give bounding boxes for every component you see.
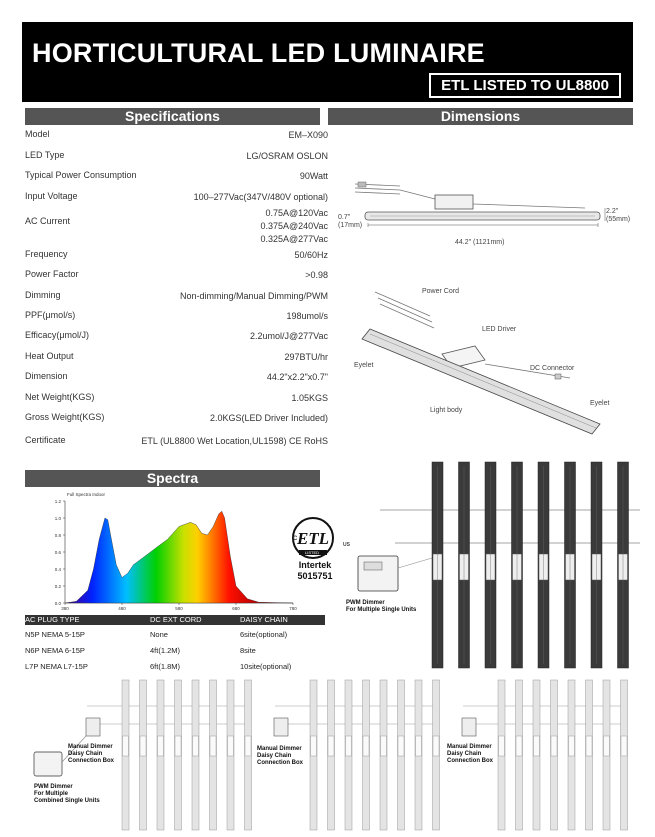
light-bar-driver	[193, 736, 199, 756]
y-tick-label: 0.6	[54, 550, 61, 555]
spec-label: Net Weight(KGS)	[25, 392, 95, 402]
plug-header-cell: DAISY CHAIN	[240, 615, 288, 624]
spec-value: 2.0KGS(LED Driver Included)	[209, 413, 328, 423]
plug-header-cell: AC PLUG TYPE	[25, 615, 80, 624]
chart-title: Full Spectra Indoor	[67, 492, 106, 497]
spec-value: 2.2umol/J@277Vac	[249, 331, 328, 341]
x-tick-label: 480	[118, 606, 126, 611]
light-bar-driver	[433, 736, 439, 756]
light-bar-driver	[210, 736, 216, 756]
fixture-exploded-view	[362, 292, 600, 434]
light-bar-driver	[123, 736, 129, 756]
y-tick-label: 0.8	[54, 533, 61, 538]
spec-label: Heat Output	[25, 351, 74, 361]
length-dimension: 44.2" (1121mm)	[455, 239, 505, 246]
spec-value: 100–277Vac(347V/480V optional)	[193, 192, 328, 202]
spec-label: LED Type	[25, 150, 65, 160]
x-tick-label: 780	[289, 606, 297, 611]
eyelet-left-label: Eyelet	[354, 362, 374, 369]
pwm-dimmer-display	[364, 562, 382, 570]
y-tick-label: 1.0	[54, 516, 61, 521]
y-tick-label: 1.2	[54, 499, 61, 504]
spec-label: Certificate	[25, 435, 66, 445]
spec-value: 198umol/s	[286, 311, 328, 321]
spec-label: Dimming	[25, 290, 61, 300]
fixture-side-view	[355, 182, 605, 227]
etl-us-mark: US	[343, 542, 350, 548]
spectra-chart	[25, 487, 320, 612]
light-bar-driver	[398, 736, 404, 756]
spec-label: Typical Power Consumption	[25, 170, 137, 180]
spectra-heading: Spectra	[25, 470, 320, 487]
intertek-brand: Intertek	[298, 560, 332, 570]
spec-label: Gross Weight(KGS)	[25, 412, 105, 422]
light-bar-driver	[175, 736, 181, 756]
x-tick-label: 680	[232, 606, 240, 611]
plug-header-cell: DC EXT CORD	[150, 615, 202, 624]
light-bar-driver	[534, 736, 540, 756]
light-bar-driver	[381, 736, 387, 756]
light-bar-driver	[551, 736, 557, 756]
light-bar-driver	[604, 736, 610, 756]
spectra-chart-svg	[25, 487, 320, 612]
plug-table-cell: None	[150, 630, 168, 639]
pwm-dimmer-single-label: PWM Dimmer For Multiple Single Units	[346, 600, 417, 613]
y-tick-label: 0.0	[54, 601, 61, 606]
plug-table-header	[25, 615, 325, 625]
plug-table-cell: 4ft(1.2M)	[150, 646, 181, 655]
spec-value: >0.98	[305, 270, 328, 280]
spec-label: PPF(μmol/s)	[25, 310, 76, 320]
specifications-heading: Specifications	[25, 108, 320, 125]
header-banner	[22, 22, 633, 102]
plug-table-cell: 6ft(1.8M)	[150, 662, 181, 671]
spec-value: Non-dimming/Manual Dimming/PWM	[179, 291, 328, 301]
manual-dimmer-label-2: Manual Dimmer Daisy Chain Connection Box	[257, 746, 303, 766]
plug-table-cell: 8site	[240, 646, 256, 655]
manual-dimmer-label-3: Manual Dimmer Daisy Chain Connection Box	[447, 744, 493, 764]
width-dimension: 2.2" (55mm)	[606, 208, 631, 223]
spec-value: 1.05KGS	[291, 393, 328, 403]
intertek-number: 5015751	[297, 571, 333, 581]
light-bar-driver	[328, 736, 334, 756]
manual-dimmer-label-1: Manual Dimmer Daisy Chain Connection Box	[68, 744, 114, 764]
spec-label: AC Current	[25, 216, 71, 226]
spec-label: Efficacy(μmol/J)	[25, 330, 90, 340]
spec-label: Power Factor	[25, 269, 79, 279]
light-bar-driver	[416, 736, 422, 756]
spec-value: 297BTU/hr	[284, 352, 328, 362]
spectra-series-area	[65, 511, 293, 603]
light-bar-driver	[516, 736, 522, 756]
height-dimension: 0.7" (17mm)	[338, 214, 363, 229]
spec-value: 44.2"x2.2"x0.7"	[266, 372, 328, 382]
dimensions-panel	[330, 124, 635, 454]
light-bar-driver	[569, 736, 575, 756]
spec-value: EM–X090	[288, 130, 328, 140]
pwm-dimmer-box	[34, 752, 62, 776]
plug-table-cell: 10site(optional)	[240, 662, 292, 671]
plug-table-cell: L7P NEMA L7-15P	[25, 662, 88, 671]
spec-label: Input Voltage	[25, 191, 78, 201]
eyelet-right-label: Eyelet	[590, 400, 610, 407]
spec-value: LG/OSRAM OSLON	[246, 151, 328, 161]
light-bar-driver	[499, 736, 505, 756]
manual-dimmer-box	[86, 718, 100, 736]
spec-value: 90Watt	[299, 171, 328, 181]
y-tick-label: 0.2	[54, 584, 61, 589]
etl-listed-mark: LISTED	[305, 550, 320, 555]
plug-table-cell: 6site(optional)	[240, 630, 288, 639]
light-body-label: Light body	[430, 407, 463, 414]
light-bar-driver	[140, 736, 146, 756]
light-bar-driver	[363, 736, 369, 756]
etl-listed-badge: ETL LISTED TO UL8800	[429, 73, 621, 98]
light-bar-driver	[158, 736, 164, 756]
light-bar-driver	[311, 736, 317, 756]
etl-c-mark: C	[293, 536, 298, 542]
pwm-dimmer-combined-label: PWM Dimmer For Multiple Combined Single Units	[34, 784, 100, 804]
manual-dimmer-box	[462, 718, 476, 736]
light-bar-driver	[228, 736, 234, 756]
power-cord-label: Power Cord	[422, 288, 459, 295]
pwm-single-units-diagram	[340, 458, 650, 678]
pwm-dimmer-box	[358, 556, 398, 591]
plug-table-cell: N6P NEMA 6-15P	[25, 646, 85, 655]
spec-value: ETL (UL8800 Wet Location,UL1598) CE RoHS	[141, 436, 328, 446]
dc-connector-label: DC Connector	[530, 365, 575, 372]
light-bar-driver	[586, 736, 592, 756]
dimensions-heading: Dimensions	[328, 108, 633, 125]
spec-label: Dimension	[25, 371, 68, 381]
manual-dimmer-box	[274, 718, 288, 736]
light-bar-driver	[346, 736, 352, 756]
plug-table-cell: N5P NEMA 5-15P	[25, 630, 85, 639]
spec-value: 50/60Hz	[294, 250, 328, 260]
x-tick-label: 580	[175, 606, 183, 611]
spec-label: Frequency	[25, 249, 68, 259]
led-driver-label: LED Driver	[482, 326, 517, 333]
light-bar-driver	[621, 736, 627, 756]
x-tick-label: 380	[61, 606, 69, 611]
svg-text:ETL: ETL	[296, 529, 330, 548]
dimmer-wire	[398, 558, 432, 568]
page-title: HORTICULTURAL LED LUMINAIRE	[32, 38, 485, 68]
y-tick-label: 0.4	[54, 567, 61, 572]
light-bar-driver	[245, 736, 251, 756]
spec-value: 0.75A@120Vac 0.375A@240Vac 0.325A@277Vac	[260, 208, 328, 244]
spec-label: Model	[25, 129, 50, 139]
